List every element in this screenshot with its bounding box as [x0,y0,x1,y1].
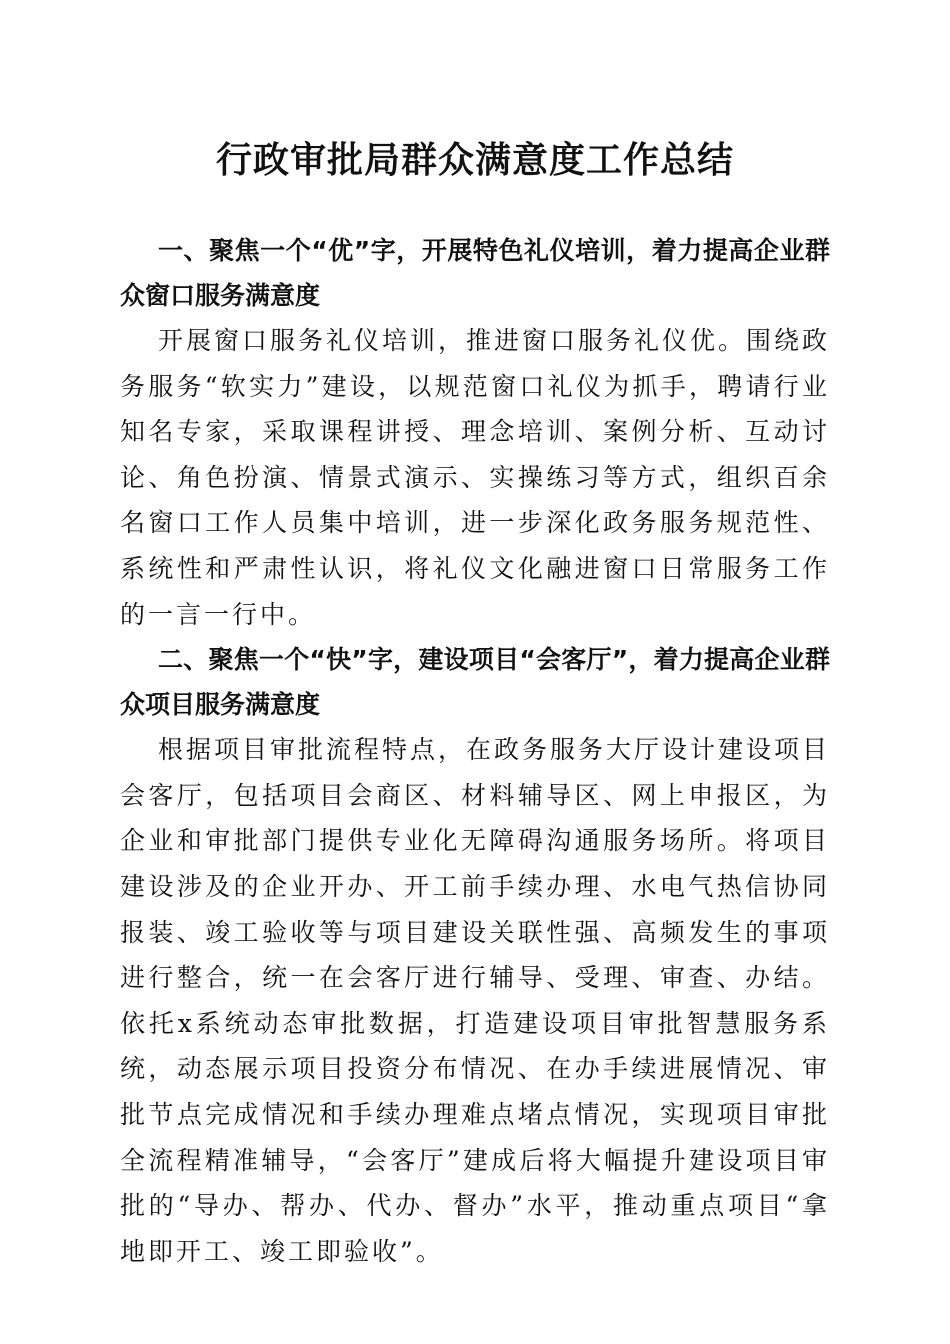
document-title: 行政审批局群众满意度工作总结 [215,139,734,181]
section-1-heading: 一、聚焦一个“优”字，开展特色礼仪培训，着力提高企业群众窗口服务满意度 [120,236,830,310]
document-body [120,228,830,1274]
section-2 [120,637,830,1274]
section-2-heading: 二、聚焦一个“快”字，建设项目“会客厅”，着力提高企业群众项目服务满意度 [120,645,830,720]
section-2-paragraph: 根据项目审批流程特点，在政务服务大厅设计建设项目会客厅，包括项目会商区、材料辅导区、网上申报区，为企业和审批部门提供专业化无障碍沟通服务场所。将项目建设涉及的企业开办、开工前手续办理、水电气热信协同报装、竣工验收等与项目建设关联性强、高频发生的事项进行整合，统一在会客厅进行辅导、受理、审查、办结。依托x系统动态审批数据，打造建设项目审批智慧服务系统，动态展示项目投资分布情况、在办手续进展情况、审批节点完成情况和手续办理难点堵点情况，实现项目审批全流程精准辅导，“会客厅”建成后将大幅提升建设项目审批的“导办、帮办、代办、督办”水平，推动重点项目“拿地即开工、竣工即验收”。 [120,735,831,1266]
section-1-paragraph: 开展窗口服务礼仪培训，推进窗口服务礼仪优。围绕政务服务“软实力”建设，以规范窗口礼仪为抓手，聘请行业知名专家，采取课程讲授、理念培训、案例分析、互动讨论、角色扮演、情景式演示、实操练习等方式，组织百余名窗口工作人员集中培训，进一步深化政务服务规范性、系统性和严肃性认识，将礼仪文化融进窗口日常服务工作的一言一行中。 [120,326,831,629]
section-1 [120,228,830,637]
